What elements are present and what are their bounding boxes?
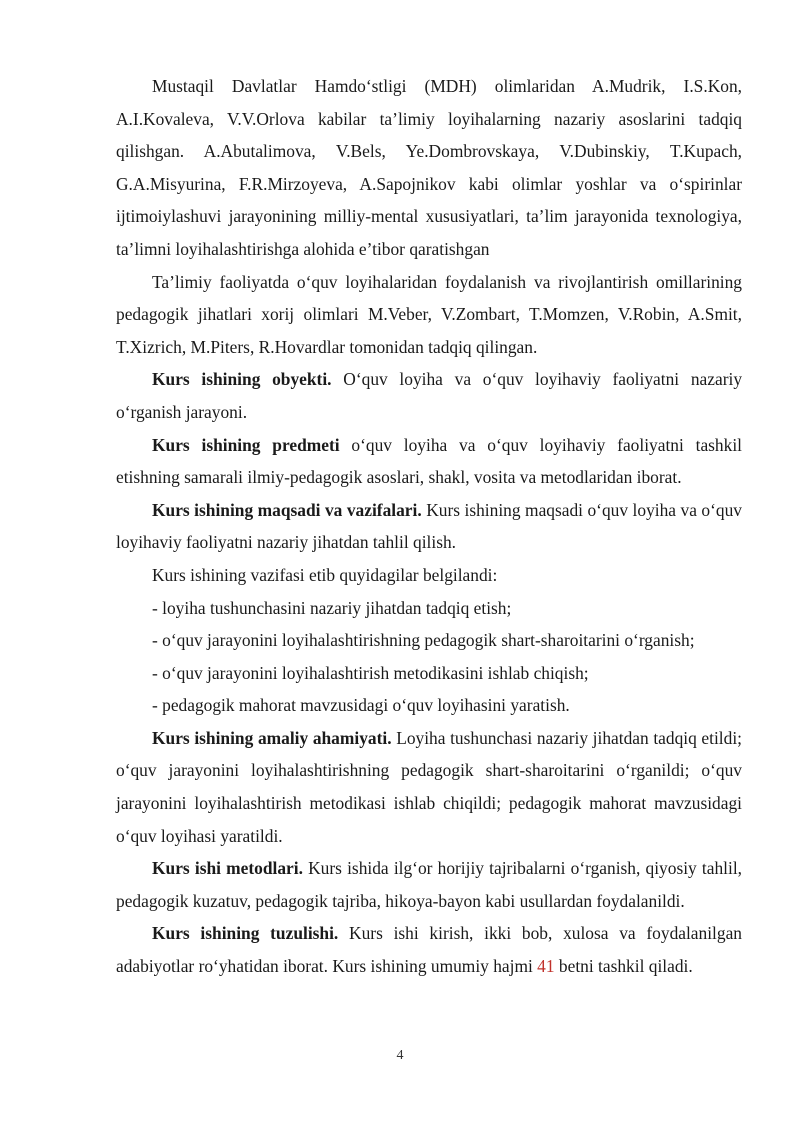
document-page	[116, 70, 742, 983]
task-item: - o‘quv jarayonini loyihalashtirishning pedagogik shart-sharoitarini o‘rganish;	[152, 630, 695, 651]
tasks-intro: Kurs ishining vazifasi etib quyidagilar belgilandi:	[152, 564, 498, 585]
paragraph-goal	[116, 494, 742, 559]
structure-text-before: Kurs ishi kirish, ikki bob, xulosa va foydalanilgan adabiyotlar ro‘yhatidan iborat. Kurs ishining umumiy hajmi	[116, 923, 742, 977]
paragraph-practical	[116, 722, 742, 852]
object-label: Kurs ishining obyekti.	[152, 369, 332, 390]
task-item: - loyiha tushunchasini nazariy jihatdan tadqiq etish;	[152, 597, 512, 618]
task-item: - pedagogik mahorat mavzusidagi o‘quv loyihasini yaratish.	[152, 695, 570, 716]
practical-text: Loyiha tushunchasi nazariy jihatdan tadqiq etildi; o‘quv jarayonini loyihalashtirishning pedagogik shart-sharoitarini o‘rganildi; o‘quv jarayonini loyihalashtirish metodikasi ishlab chiqildi; pedagogik mahorat mavzusidagi o‘quv loyihasi yaratildi.	[116, 727, 742, 846]
task-item: - o‘quv jarayonini loyihalashtirish metodikasini ishlab chiqish;	[152, 662, 589, 683]
paragraph-structure	[116, 917, 742, 982]
goal-text: Kurs ishining maqsadi o‘quv loyiha va o‘quv loyihaviy faoliyatni nazariy jihatdan tahlil qilish.	[116, 499, 742, 553]
subject-label: Kurs ishining predmeti	[152, 434, 340, 455]
methods-text: Kurs ishida ilg‘or horijiy tajribalarni o‘rganish, qiyosiy tahlil, pedagogik kuzatuv, pedagogik tajriba, hikoya-bayon kabi usullardan foydalanildi.	[116, 858, 742, 911]
subject-text: o‘quv loyiha va o‘quv loyihaviy faoliyatni tashkil etishning samarali ilmiy-pedagogik asoslari, shakl, vosita va metodlaridan iborat.	[116, 434, 742, 488]
paragraph-foreign-scholars: Ta’limiy faoliyatda o‘quv loyihalaridan foydalanish va rivojlantirish omillarining pedagogik jihatlari xorij olimlari M.Veber, V.Zombart, T.Momzen, V.Robin, A.Smit, T.Xizrich, M.Piters, R.Hovardlar tomonidan tadqiq qilingan.	[116, 271, 742, 357]
paragraph-methods	[116, 852, 742, 917]
paragraph-subject	[116, 429, 742, 494]
practical-label: Kurs ishining amaliy ahamiyati.	[152, 727, 392, 748]
paragraph-mdh-scholars: Mustaqil Davlatlar Hamdo‘stligi (MDH) olimlaridan A.Mudrik, I.S.Kon, A.I.Kovaleva, V.V.Orlova kabilar ta’limiy loyihalarning nazariy asoslarini tadqiq qilishgan. A.Abutalimova, V.Bels, Ye.Dombrovskaya, V.Dubinskiy, T.Kupach, G.A.Misyurina, F.R.Mirzoyeva, A.Sapojnikov kabi olimlar yoshlar va o‘spirinlar ijtimoiylashuvi jarayonining milliy-mental xususiyatlari, ta’lim jarayonida texnologiya, ta’limni loyihalashtirishga alohida e’tibor qaratishgan	[116, 76, 742, 259]
structure-label: Kurs ishining tuzulishi.	[152, 923, 339, 944]
page-number: 4	[396, 1048, 404, 1063]
methods-label: Kurs ishi metodlari.	[152, 858, 303, 879]
object-text: O‘quv loyiha va o‘quv loyihaviy faoliyatni nazariy o‘rganish jarayoni.	[116, 369, 743, 422]
paragraph-object	[116, 363, 742, 428]
page-count: 41	[537, 956, 555, 977]
goal-label: Kurs ishining maqsadi va vazifalari.	[152, 499, 422, 520]
structure-text-after: betni tashkil qiladi.	[554, 956, 693, 977]
